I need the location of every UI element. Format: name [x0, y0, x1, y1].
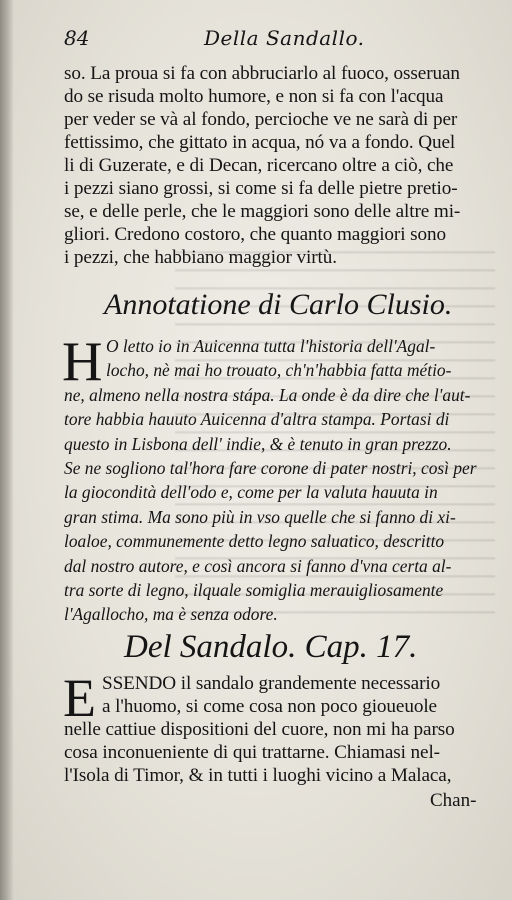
- text-line: SSENDO il sandalo grandemente necessario: [102, 673, 441, 694]
- text-line: tra sorte di legno, ilquale somiglia merauigliosamente: [64, 580, 444, 601]
- text-line: se, e delle perle, che le maggiori sono delle altre mi-: [64, 201, 461, 222]
- text-line: loaloe, communemente detto legno saluatico, descritto: [64, 531, 445, 552]
- chapter-text: [63, 668, 492, 787]
- text-line: gran stima. Ma sono più in vso quelle che si fanno di xi-: [64, 506, 456, 527]
- page-number: 84: [64, 26, 90, 50]
- text-line: dal nostro autore, e così ancora si fanno d'vna certa al-: [64, 555, 452, 576]
- text-line: so. La proua si fa con abbruciarlo al fuoco, osseruan: [64, 63, 460, 84]
- text-line: Se ne sogliono tal'hora fare corone di pater nostri, così per: [64, 458, 477, 479]
- annotation-text: [62, 331, 492, 627]
- text-line: locho, nè mai ho trouato, ch'n'habbia fatta métio-: [106, 360, 452, 381]
- text-line: gliori. Credono costoro, che quanto maggiori sono: [64, 224, 446, 245]
- text-line: cosa inconueniente di qui trattarne. Chiamasi nel-: [64, 742, 440, 763]
- text-line: li di Guzerate, e di Decan, ricercano oltre a ciò, che: [64, 155, 454, 176]
- running-head: Della Sandallo.: [204, 26, 365, 50]
- annotation-heading: Annotatione di Carlo Clusio.: [104, 288, 453, 321]
- page-binding-shadow: [0, 0, 14, 900]
- text-line: per veder se và al fondo, percioche ve ne sarà di per: [64, 109, 458, 130]
- drop-cap: E: [63, 668, 96, 728]
- text-line: i pezzi siano grossi, si come si fa delle pietre pretio-: [64, 178, 458, 199]
- text-line: a l'huomo, si come cosa non poco gioueuole: [102, 696, 437, 717]
- chapter-heading: Del Sandalo. Cap. 17.: [124, 629, 418, 665]
- catchword: Chan-: [430, 790, 477, 811]
- page-header: [64, 26, 484, 54]
- text-line: ne, almeno nella nostra stápa. La onde è da dire che l'aut-: [64, 384, 471, 405]
- text-line: do se risuda molto humore, e non si fa con l'acqua: [64, 86, 444, 107]
- drop-cap: H: [62, 331, 103, 393]
- text-line: nelle cattiue dispositioni del cuore, non mi ha parso: [64, 719, 455, 740]
- text-line: fettissimo, che gittato in acqua, nó va a fondo. Quel: [64, 132, 456, 153]
- text-line: l'Agallocho, ma è senza odore.: [64, 604, 278, 625]
- text-line: la giocondità dell'odo e, come per la valuta hauuta in: [64, 482, 438, 503]
- text-line: i pezzi, che habbiano maggior virtù.: [64, 247, 337, 268]
- section-1-text: [64, 62, 492, 269]
- text-line: tore habbia hauuto Auicenna d'altra stampa. Portasi di: [64, 409, 450, 430]
- text-line: l'Isola di Timor, & in tutti i luoghi vicino a Malaca,: [64, 765, 452, 786]
- text-line: O letto io in Auicenna tutta l'historia dell'Agal-: [106, 336, 436, 356]
- text-line: questo in Lisbona dell' indie, & è tenuto in gran prezzo.: [64, 433, 452, 454]
